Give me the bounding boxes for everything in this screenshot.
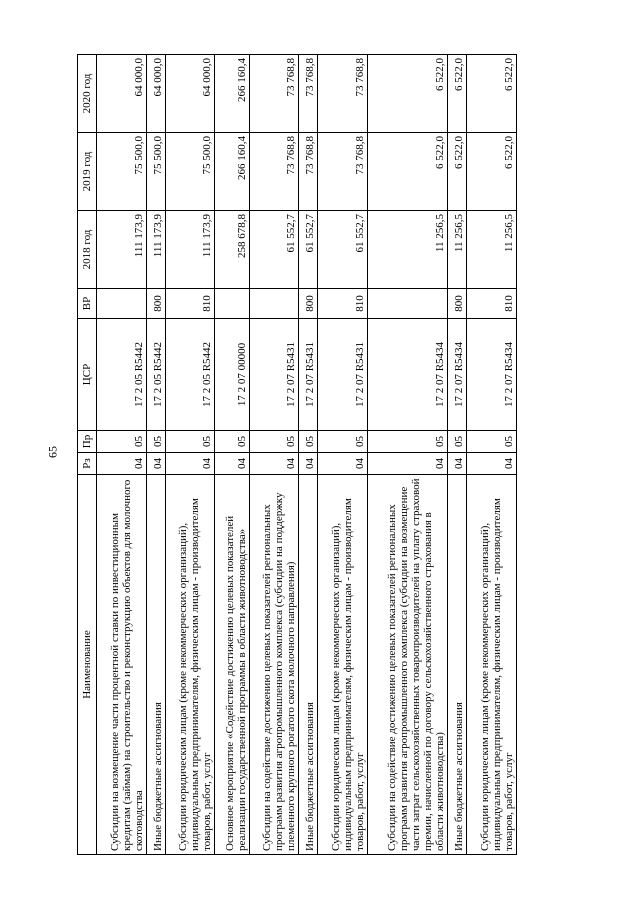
cell-csr: 17 2 07 R5431 (318, 319, 368, 431)
cell-name: Субсидии на содействие достижению целевых показателей региональных программ развития агропромышленного комплекса (субсидии на возмещение части затрат сельскохозяйственных товаропроизводителей на уплату страховой премии, начисленной по договору сельскохозяйственного страхования в области животноводства) (368, 475, 448, 855)
cell-rz: 04 (299, 453, 318, 475)
cell-2019: 73 768,8 (249, 133, 299, 211)
cell-rz: 04 (215, 453, 249, 475)
cell-name: Основное мероприятие «Содействие достижению целевых показателей реализации государственной программы в области животноводства» (215, 475, 249, 855)
header-2018: 2018 год (78, 211, 97, 289)
header-2019: 2019 год (78, 133, 97, 211)
cell-csr: 17 2 07 R5431 (249, 319, 299, 431)
cell-vr (215, 289, 249, 319)
cell-2018: 61 552,7 (249, 211, 299, 289)
cell-vr: 800 (299, 289, 318, 319)
cell-2019: 75 500,0 (146, 133, 165, 211)
cell-2020: 266 160,4 (215, 55, 249, 133)
cell-rz: 04 (146, 453, 165, 475)
cell-csr: 17 2 05 R5442 (146, 319, 165, 431)
cell-rz: 04 (165, 453, 215, 475)
cell-vr: 800 (146, 289, 165, 319)
cell-rz: 04 (318, 453, 368, 475)
cell-2019: 266 160,4 (215, 133, 249, 211)
cell-2018: 61 552,7 (299, 211, 318, 289)
header-rz: Рз (78, 453, 97, 475)
cell-name: Субсидии юридическим лицам (кроме некоммерческих организаций), индивидуальным предпринимателям, физическим лицам - производителям товаров, работ, услуг (467, 475, 517, 855)
cell-2020: 73 768,8 (249, 55, 299, 133)
cell-vr: 810 (318, 289, 368, 319)
cell-2019: 6 522,0 (448, 133, 467, 211)
cell-vr: 810 (467, 289, 517, 319)
cell-rz: 04 (249, 453, 299, 475)
cell-pr: 05 (318, 431, 368, 453)
table-row (467, 55, 517, 855)
cell-2018: 258 678,8 (215, 211, 249, 289)
table-row (368, 55, 448, 855)
cell-2020: 6 522,0 (467, 55, 517, 133)
cell-name: Субсидии на содействие достижению целевых показателей региональных программ развития агропромышленного комплекса (субсидии на поддержку племенного крупного рогатого скота молочного направления) (249, 475, 299, 855)
cell-name: Иные бюджетные ассигнования (299, 475, 318, 855)
cell-name: Субсидии юридическим лицам (кроме некоммерческих организаций), индивидуальным предпринимателям, физическим лицам - производителям товаров, работ, услуг (165, 475, 215, 855)
cell-2019: 6 522,0 (467, 133, 517, 211)
table-row (448, 55, 467, 855)
header-name: Наименование (78, 475, 97, 855)
cell-2020: 73 768,8 (318, 55, 368, 133)
cell-vr (368, 289, 448, 319)
cell-vr: 810 (165, 289, 215, 319)
cell-name: Иные бюджетные ассигнования (146, 475, 165, 855)
cell-2019: 75 500,0 (97, 133, 147, 211)
cell-2018: 11 256,5 (368, 211, 448, 289)
header-pr: Пр (78, 431, 97, 453)
cell-rz: 04 (97, 453, 147, 475)
cell-csr: 17 2 07 00000 (215, 319, 249, 431)
cell-2020: 64 000,0 (146, 55, 165, 133)
cell-2020: 73 768,8 (299, 55, 318, 133)
cell-pr: 05 (165, 431, 215, 453)
table-row (318, 55, 368, 855)
cell-2019: 75 500,0 (165, 133, 215, 211)
cell-pr: 05 (215, 431, 249, 453)
cell-name: Субсидии на возмещение части процентной ставки по инвестиционным кредитам (займам) на строительство и реконструкцию объектов для молочного скотоводства (97, 475, 147, 855)
table-row (146, 55, 165, 855)
rotated-table-container (77, 55, 517, 855)
table-row (97, 55, 147, 855)
cell-2020: 6 522,0 (368, 55, 448, 133)
cell-2019: 73 768,8 (299, 133, 318, 211)
cell-csr: 17 2 07 R5434 (368, 319, 448, 431)
cell-pr: 05 (448, 431, 467, 453)
cell-2018: 11 256,5 (448, 211, 467, 289)
table-row (165, 55, 215, 855)
page-number: 65 (45, 446, 60, 458)
cell-2018: 111 173,9 (165, 211, 215, 289)
header-vr: ВР (78, 289, 97, 319)
cell-2018: 11 256,5 (467, 211, 517, 289)
table-header-row (78, 55, 97, 855)
cell-name: Субсидии юридическим лицам (кроме некоммерческих организаций), индивидуальным предпринимателям, физическим лицам - производителям товаров, работ, услуг (318, 475, 368, 855)
cell-vr (249, 289, 299, 319)
table-row (215, 55, 249, 855)
header-2020: 2020 год (78, 55, 97, 133)
cell-vr: 800 (448, 289, 467, 319)
cell-pr: 05 (299, 431, 318, 453)
cell-2019: 6 522,0 (368, 133, 448, 211)
table-row (249, 55, 299, 855)
cell-csr: 17 2 07 R5434 (448, 319, 467, 431)
cell-2018: 61 552,7 (318, 211, 368, 289)
cell-name: Иные бюджетные ассигнования (448, 475, 467, 855)
cell-csr: 17 2 07 R5431 (299, 319, 318, 431)
cell-pr: 05 (146, 431, 165, 453)
cell-2020: 64 000,0 (97, 55, 147, 133)
cell-2018: 111 173,9 (97, 211, 147, 289)
cell-vr (97, 289, 147, 319)
cell-csr: 17 2 05 R5442 (165, 319, 215, 431)
header-csr: ЦСР (78, 319, 97, 431)
table-row (299, 55, 318, 855)
cell-2019: 73 768,8 (318, 133, 368, 211)
cell-rz: 04 (448, 453, 467, 475)
cell-csr: 17 2 05 R5442 (97, 319, 147, 431)
cell-csr: 17 2 07 R5434 (467, 319, 517, 431)
cell-pr: 05 (368, 431, 448, 453)
cell-pr: 05 (97, 431, 147, 453)
cell-rz: 04 (467, 453, 517, 475)
cell-2020: 64 000,0 (165, 55, 215, 133)
cell-pr: 05 (467, 431, 517, 453)
cell-2018: 111 173,9 (146, 211, 165, 289)
cell-rz: 04 (368, 453, 448, 475)
cell-2020: 6 522,0 (448, 55, 467, 133)
cell-pr: 05 (249, 431, 299, 453)
budget-table (77, 54, 517, 855)
